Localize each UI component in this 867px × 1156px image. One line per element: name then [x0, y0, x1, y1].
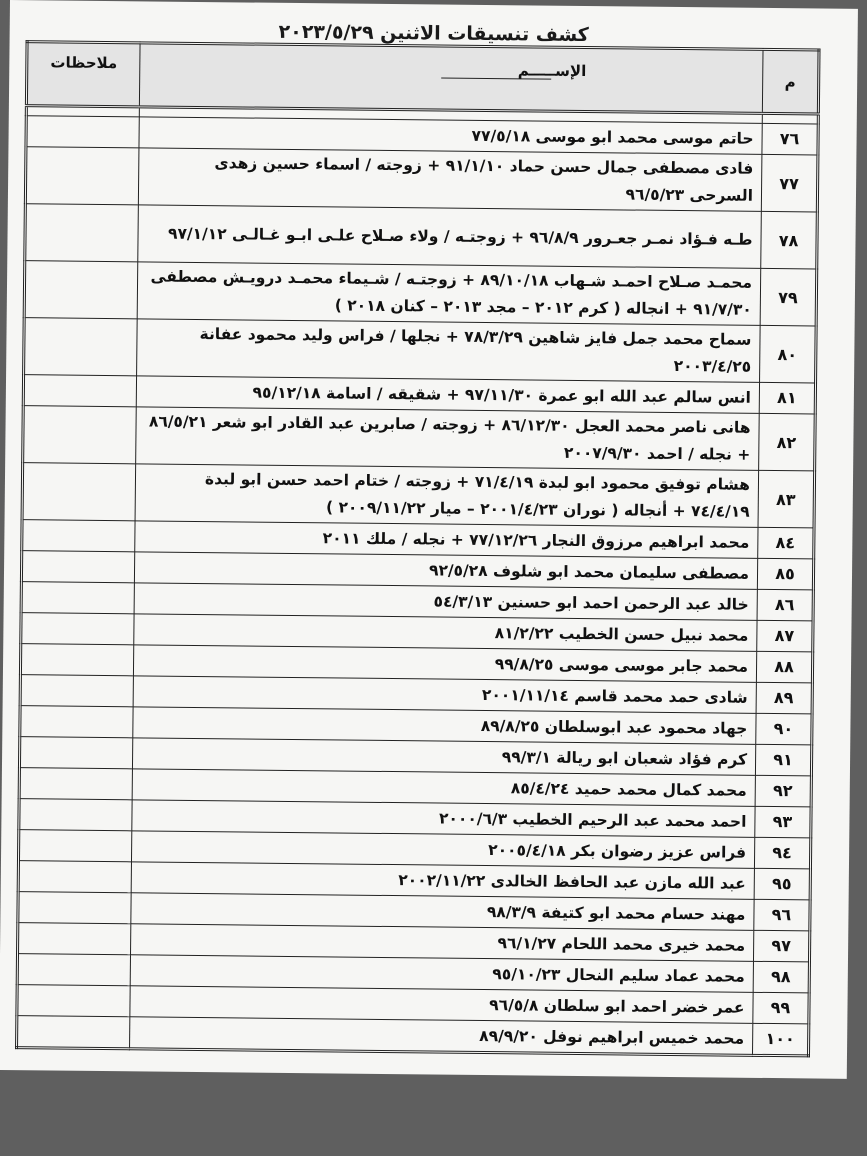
row-name: محمد خميس ابراهيم نوفل ٨٩/٩/٢٠	[130, 1017, 753, 1056]
row-notes	[17, 985, 130, 1017]
row-name: محمد عماد سليم النحال ٩٥/١٠/٢٣	[130, 955, 753, 993]
row-number: ٩٨	[753, 961, 809, 993]
row-name: فراس عزيز رضوان بكر ٢٠٠٥/٤/١٨	[131, 831, 754, 869]
row-number: ٨٩	[756, 682, 812, 714]
row-number: ٨٣	[758, 470, 815, 528]
coordination-table	[15, 40, 821, 1057]
row-name: حاتم موسى محمد ابو موسى ٧٧/٥/١٨	[139, 117, 762, 155]
row-notes	[18, 892, 131, 924]
row-name: جهاد محمود عبد ابوسلطان ٨٩/٨/٢٥	[133, 707, 756, 745]
row-notes	[25, 204, 139, 262]
table-row	[24, 261, 817, 326]
row-name: محمد نبيل حسن الخطيب ٨١/٢/٢٢	[134, 614, 757, 652]
row-name: محمد خيرى محمد اللحام ٩٦/١/٢٧	[131, 924, 754, 962]
row-notes	[21, 613, 134, 645]
row-name: مهند حسام محمد ابو كتيفة ٩٨/٣/٩	[131, 893, 754, 931]
row-number: ٨٠	[760, 325, 817, 383]
table-header-row	[26, 42, 819, 114]
row-name: عبد الله مازن عبد الحافظ الخالدى ٢٠٠٢/١١/٢٢	[131, 862, 754, 900]
row-number: ٧٩	[760, 268, 817, 326]
row-name: شادى حمد محمد قاسم ٢٠٠١/١١/١٤	[133, 676, 756, 714]
row-name: محمد جابر موسى موسى ٩٩/٨/٢٥	[133, 645, 756, 683]
row-notes	[25, 147, 139, 205]
row-number: ٧٧	[761, 154, 818, 212]
row-name: كرم فؤاد شعبان ابو ريالة ٩٩/٣/١	[132, 738, 755, 776]
row-number: ٩٧	[753, 930, 809, 962]
row-notes	[19, 799, 132, 831]
table-row	[25, 147, 818, 212]
row-notes	[19, 737, 132, 769]
row-name: فادى مصطفى جمال حسن حماد ٩١/١/١٠ + زوجته / اسماء حسين زهدى السرحى ٩٦/٥/٢٣	[138, 148, 762, 212]
table-row	[22, 463, 815, 528]
row-notes	[20, 706, 133, 738]
table-body	[17, 106, 819, 1056]
row-notes	[24, 318, 138, 376]
row-notes	[20, 644, 133, 676]
row-name: خالد عبد الرحمن احمد ابو حسنين ٥٤/٣/١٣	[134, 583, 757, 621]
row-number: ٩٥	[754, 868, 810, 900]
row-name: هانى ناصر محمد العجل ٨٦/١٢/٣٠ + زوجته / صابرين عبد القادر ابو شعر ٨٦/٥/٢١ + نجله / احمد ٢٠٠٧/٩/٣٠	[136, 407, 760, 471]
table-row	[25, 204, 818, 269]
row-name: محمـد صـلاح احمـد شـهاب ٨٩/١٠/١٨ + زوجتـه / شـيماء محمـد درويـش مصطفى ٩١/٧/٣٠ + انجاله ( كرم ٢٠١٢ – مجد ٢٠١٣ – كنان ٢٠١٨ )	[137, 262, 761, 326]
header-number: م	[762, 49, 819, 114]
row-name: احمد محمد عبد الرحيم الخطيب ٢٠٠٠/٦/٣	[132, 800, 755, 838]
row-name: سماح محمد جمل فايز شاهين ٧٨/٣/٢٩ + نجلها / فراس وليد محمود عفانة ٢٠٠٣/٤/٢٥	[137, 319, 761, 383]
row-name: طـه فـؤاد نمـر جعـرور ٩٦/٨/٩ + زوجتـه / ولاء صـلاح علـى ابـو غـالـى ٩٧/١/١٢	[138, 205, 762, 269]
row-number: ٧٨	[761, 211, 818, 269]
row-number: ٩٦	[754, 899, 810, 931]
row-number: ٨٧	[757, 620, 813, 652]
row-notes	[23, 406, 137, 464]
document-title: كشف تنسيقات الاثنين ٢٠٢٣/٥/٢٩	[278, 20, 589, 47]
row-notes	[17, 1016, 130, 1049]
row-notes	[18, 830, 131, 862]
row-notes	[22, 520, 135, 552]
row-number: ٩٤	[754, 837, 810, 869]
row-number: ٧٦	[762, 123, 818, 155]
row-notes	[21, 551, 134, 583]
row-notes	[19, 768, 132, 800]
row-number: ٨٦	[757, 589, 813, 621]
header-notes: ملاحظات	[26, 42, 140, 107]
row-notes	[17, 954, 130, 986]
row-name: عمر خضر احمد ابو سلطان ٩٦/٥/٨	[130, 986, 753, 1024]
header-name	[139, 43, 763, 114]
row-number: ٩٠	[756, 713, 812, 745]
row-notes	[24, 261, 138, 319]
row-number: ٨٥	[757, 558, 813, 590]
row-notes	[26, 116, 139, 148]
row-notes	[18, 861, 131, 893]
header-name-label: الإســـــم	[517, 61, 587, 81]
row-notes	[23, 375, 136, 407]
row-number: ٨٨	[756, 651, 812, 683]
table-row	[24, 318, 817, 383]
row-number: ٨١	[759, 382, 815, 414]
row-name: انس سالم عبد الله ابو عمرة ٩٧/١١/٣٠ + شقيقه / اسامة ٩٥/١٢/١٨	[136, 376, 759, 414]
row-number: ٩٣	[755, 806, 811, 838]
row-name: هشام توفيق محمود ابو لبدة ٧١/٤/١٩ + زوجته / ختام احمد حسن ابو لبدة ٧٤/٤/١٩ + أنجاله ( نوران ٢٠٠١/٤/٢٣ – ميار ٢٠٠٩/١١/٢٢ )	[135, 464, 759, 528]
row-notes	[18, 923, 131, 955]
row-name: محمد ابراهيم مرزوق النجار ٧٧/١٢/٢٦ + نجله / ملك ٢٠١١	[135, 521, 758, 559]
row-number: ٩١	[755, 744, 811, 776]
row-notes	[22, 463, 136, 521]
table-row	[23, 406, 816, 471]
row-name: مصطفى سليمان محمد ابو شلوف ٩٢/٥/٢٨	[134, 552, 757, 590]
row-number: ٩٢	[755, 775, 811, 807]
row-number: ٨٤	[758, 527, 814, 559]
row-number: ٨٢	[759, 413, 816, 471]
row-number: ٩٩	[753, 992, 809, 1024]
header-underline	[441, 78, 551, 80]
row-number: ١٠٠	[752, 1023, 808, 1056]
row-name: محمد كمال محمد حميد ٨٥/٤/٢٤	[132, 769, 755, 807]
row-notes	[21, 582, 134, 614]
row-notes	[20, 675, 133, 707]
